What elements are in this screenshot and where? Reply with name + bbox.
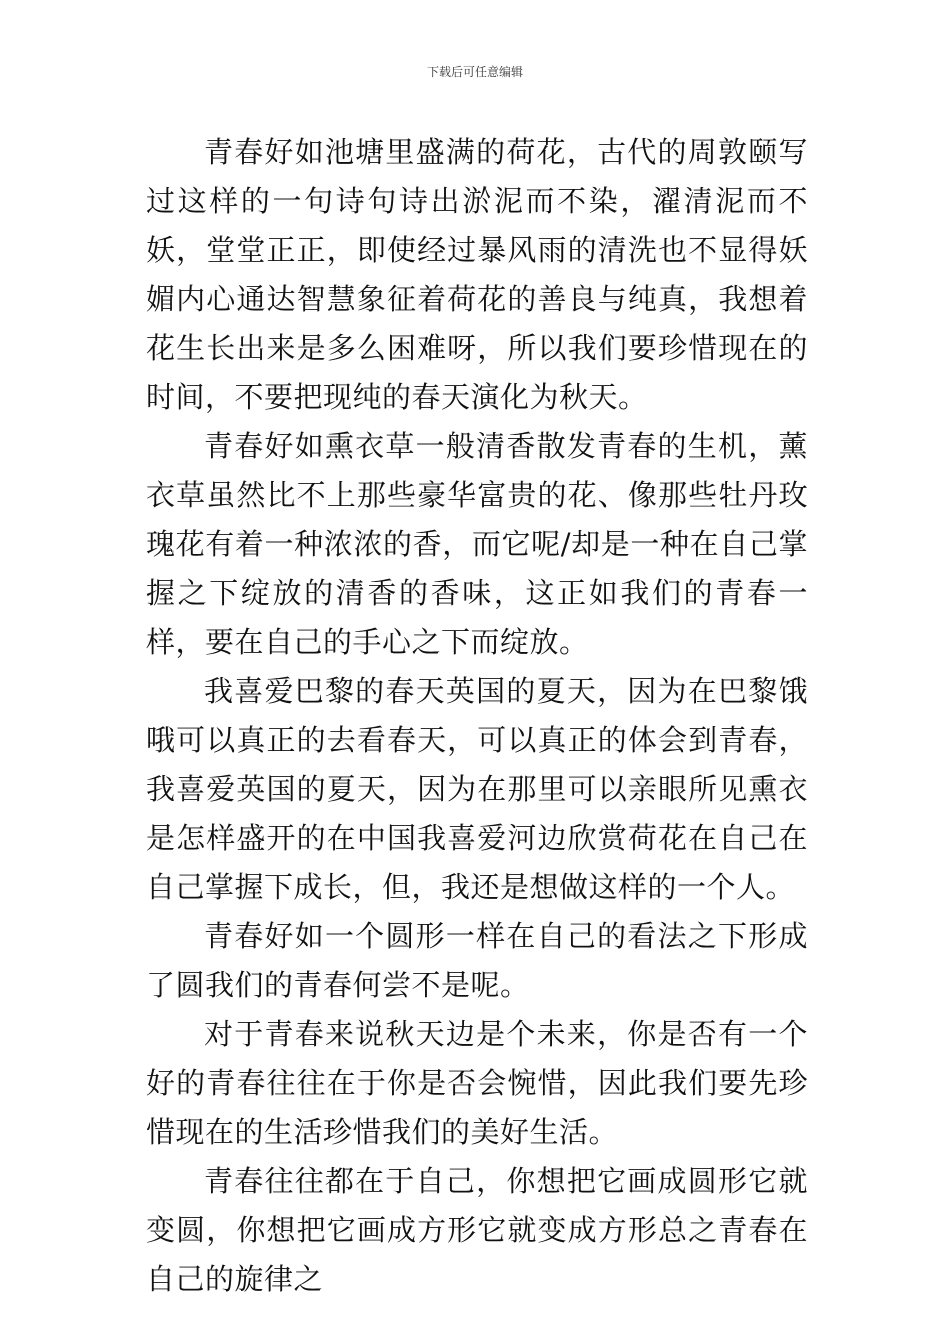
paragraph-2: 青春好如熏衣草一般清香散发青春的生机，薰衣草虽然比不上那些豪华富贵的花、像那些牡丹玫瑰花有着一种浓浓的香，而它呢/却是一种在自己掌握之下绽放的清香的香味，这正如我们的青春一样，要在自己的手心之下而绽放。 xyxy=(146,429,808,659)
paragraph-1: 青春好如池塘里盛满的荷花，古代的周敦颐写过这样的一句诗句诗出淤泥而不染，濯清泥而不妖，堂堂正正，即使经过暴风雨的清洗也不显得妖媚内心通达智慧象征着荷花的善良与纯真，我想着花生长出来是多么困难呀，所以我们要珍惜现在的时间，不要把现纯的春天演化为秋天。 xyxy=(146,135,808,414)
page-header: 下载后可任意编辑 xyxy=(426,65,523,79)
paragraph-6: 青春往往都在于自己，你想把它画成圆形它就变圆，你想把它画成方形它就变成方形总之青春在自己的旋律之 xyxy=(146,1164,808,1296)
paragraph-5: 对于青春来说秋天边是个未来，你是否有一个好的青春往往在于你是否会惋惜，因此我们要先珍惜现在的生活珍惜我们的美好生活。 xyxy=(146,1017,808,1149)
document-body xyxy=(146,128,808,1304)
paragraph-4: 青春好如一个圆形一样在自己的看法之下形成了圆我们的青春何尝不是呢。 xyxy=(146,919,808,1002)
paragraph-3: 我喜爱巴黎的春天英国的夏天，因为在巴黎饿哦可以真正的去看春天，可以真正的体会到青春，我喜爱英国的夏天，因为在那里可以亲眼所见熏衣是怎样盛开的在中国我喜爱河边欣赏荷花在自己在自己掌握下成长，但，我还是想做这样的一个人。 xyxy=(146,674,808,904)
